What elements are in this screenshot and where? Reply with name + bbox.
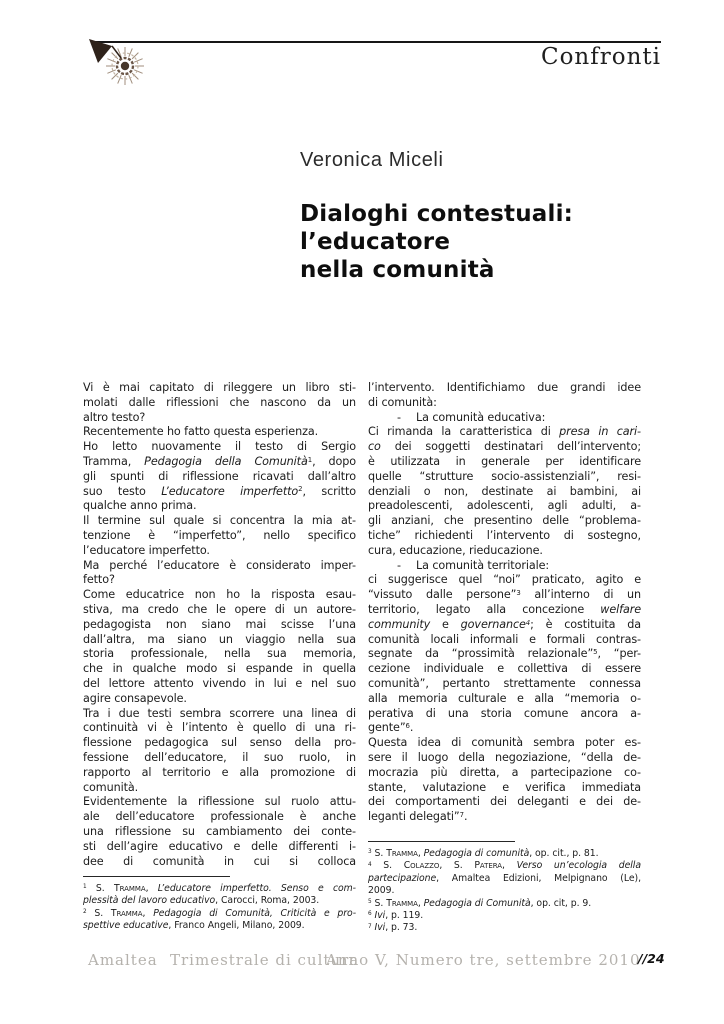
journal-name: Amaltea [88,951,158,969]
text-line: Tramma, Pedagogia della Comunità$^1$, dopo [83,454,356,468]
text-line: $^1$ S. Tramma, L’educatore imperfetto. Senso e com- [83,883,356,894]
text-line: alla memoria culturale e alla “memoria o- [368,691,641,705]
text-line: pedagogista non siano mai scisse l’una [83,617,356,631]
text-line: molati dalle riflessioni che nascono da un [83,395,356,409]
text-line: tiche” richiedenti l’intervento di sostegno, [368,528,641,542]
text-line: Come educatrice non ho la risposta esau- [83,588,356,602]
text-line: - La comunità territoriale: [397,558,550,572]
text-line: storia professionale, nella sua memoria, [83,647,356,661]
right-footnotes [368,841,641,935]
flower-sketch-icon [85,36,163,94]
text-line: perativa di una storia comune ancora a- [368,706,641,720]
text-line: preadolescenti, adolescenti, agli adulti, a- [368,499,641,513]
issue-label: Anno V, Numero tre, settembre 2010 [326,951,641,969]
text-line: gente”$^6$. [368,721,414,735]
text-line: “vissuto dalle persone”$^3$ all’interno di un [368,588,641,602]
text-line: spettive educative, Franco Angeli, Milano, 2009. [83,920,305,932]
text-line: quelle “strutture socio-assistenziali”, resi- [368,469,641,483]
text-line: sti dell’agire educativo e delle differenti i- [83,839,356,853]
text-line: dee di comunità in cui si colloca [83,854,356,868]
text-line: $^2$ S. Tramma, Pedagogia di Comunità, Criticità e pro- [83,907,356,919]
right-footnote-lines [368,848,641,935]
article-title [300,200,573,284]
page-number: //24 [638,951,665,966]
footnote-separator [83,876,230,877]
text-line: fessione dell’educatore, il suo ruolo, in [83,750,356,764]
text-line: $^7$ Ivi, p. 73. [368,922,418,934]
text-line: l’intervento. Identifichiamo due grandi idee [368,381,641,394]
text-line: 2009. [368,885,395,897]
text-line: denziali o non, destinate ai bambini, ai [368,484,641,498]
text-line: ale dell’educatore professionale è anche [83,810,356,824]
text-line: $^5$ S. Tramma, Pedagogia di Comunità, op. cit, p. 9. [368,897,592,909]
text-line: Il termine sul quale si concentra la mia at- [83,514,356,528]
text-line: $^4$ S. Colazzo, S. Patera, Verso un’ecologia della [368,860,641,872]
text-line: Ma perché l’educatore è considerato imper- [83,558,356,572]
text-line: ci suggerisce quel “noi” praticato, agito e [368,573,641,587]
footnote-separator [368,841,515,842]
text-line: Recentemente ho fatto questa esperienza. [83,425,319,439]
text-line: rapporto al territorio e alla promozione di [83,765,356,779]
text-line: suo testo L’educatore imperfetto$^2$, scritto [83,484,356,498]
text-line: sere il luogo della negoziazione, “della de- [368,750,641,764]
text-line: stante, valutazione e verifica immediata [368,780,641,794]
text-line: - La comunità educativa: [397,410,546,424]
text-line: altro testo? [83,410,146,424]
text-line: $^3$ S. Tramma, Pedagogia di comunità, op. cit., p. 81. [368,848,599,859]
text-line: plessità del lavoro educativo, Carocci, Roma, 2003. [83,895,320,907]
left-footnotes [83,876,356,933]
text-line: una riflessione su cambiamento dei conte- [83,824,356,838]
journal-subtitle: Trimestrale di cultura [170,951,360,969]
header-rule [95,41,661,43]
text-line: leganti delegati”$^7$. [368,810,468,824]
text-line: $^6$ Ivi, p. 119. [368,909,424,921]
text-line: Evidentemente la riflessione sul ruolo attu- [83,795,356,809]
text-line: comunità locali informali e formali contras- [368,632,641,646]
text-line: dall’altra, ma siano un viaggio nella sua [83,632,356,646]
text-line: co dei soggetti destinatari dell’intervento; [368,440,641,454]
text-line: Ci rimanda la caratteristica di presa in cari- [368,425,641,439]
text-line: Tra i due testi sembra scorrere una linea di [83,706,356,720]
left-footnote-lines [83,883,356,933]
text-line: segnate da “prossimità relazionale”$^5$, “per- [368,647,641,661]
text-line: cura, educazione, rieducazione. [368,543,543,557]
title-line: l’educatore [300,229,451,255]
title-line: nella comunità [300,257,495,283]
text-line: gli anziani, che presentino delle “problema- [368,514,641,528]
text-line: dei comportamenti dei deleganti e dei de- [368,795,641,809]
page-footer [0,951,724,977]
text-line: tenzione è “imperfetto”, nello specifico [83,528,356,542]
left-column-body [83,381,356,869]
text-line: mocrazia più diretta, a partecipazione co- [368,765,641,779]
text-line: fetto? [83,573,115,587]
text-line: cezione individuale e collettiva di essere [368,662,641,676]
text-line: qualche anno prima. [83,499,197,513]
text-line: gli spunti di riflessione ricavati dall’altro [83,469,356,483]
text-line: del lettore attento vivendo in lui e nel suo [83,676,356,690]
text-line: è utilizzata in generale per identificare [368,454,641,468]
section-label: Confronti [540,44,661,70]
right-column-body [368,381,641,825]
text-line: di comunità: [368,395,437,409]
text-line: che in qualche modo si espande in quella [83,662,356,676]
text-line: agire consapevole. [83,691,187,705]
text-line: continuità vi è l’intento è quello di una ri- [83,721,356,735]
text-line: comunità. [83,780,139,794]
text-line: community e governance$^4$; è costituita da [368,617,641,631]
text-line: comunità”, pertanto strettamente connessa [368,676,641,690]
text-line: Ho letto nuovamente il testo di Sergio [83,440,356,454]
text-line: flessione pedagogica sul senso della pro- [83,736,356,750]
text-line: Questa idea di comunità sembra poter es- [368,736,641,750]
title-line: Dialoghi contestuali: [300,201,574,227]
text-line: Vi è mai capitato di rileggere un libro sti- [83,381,356,394]
text-line: territorio, legato alla concezione welfare [368,602,641,616]
text-line: stiva, ma credo che le opere di un autore- [83,602,356,616]
text-line: l’educatore imperfetto. [83,543,210,557]
text-line: partecipazione, Amaltea Edizioni, Melpignano (Le), [368,872,641,884]
author-name: Veronica Miceli [300,149,444,171]
